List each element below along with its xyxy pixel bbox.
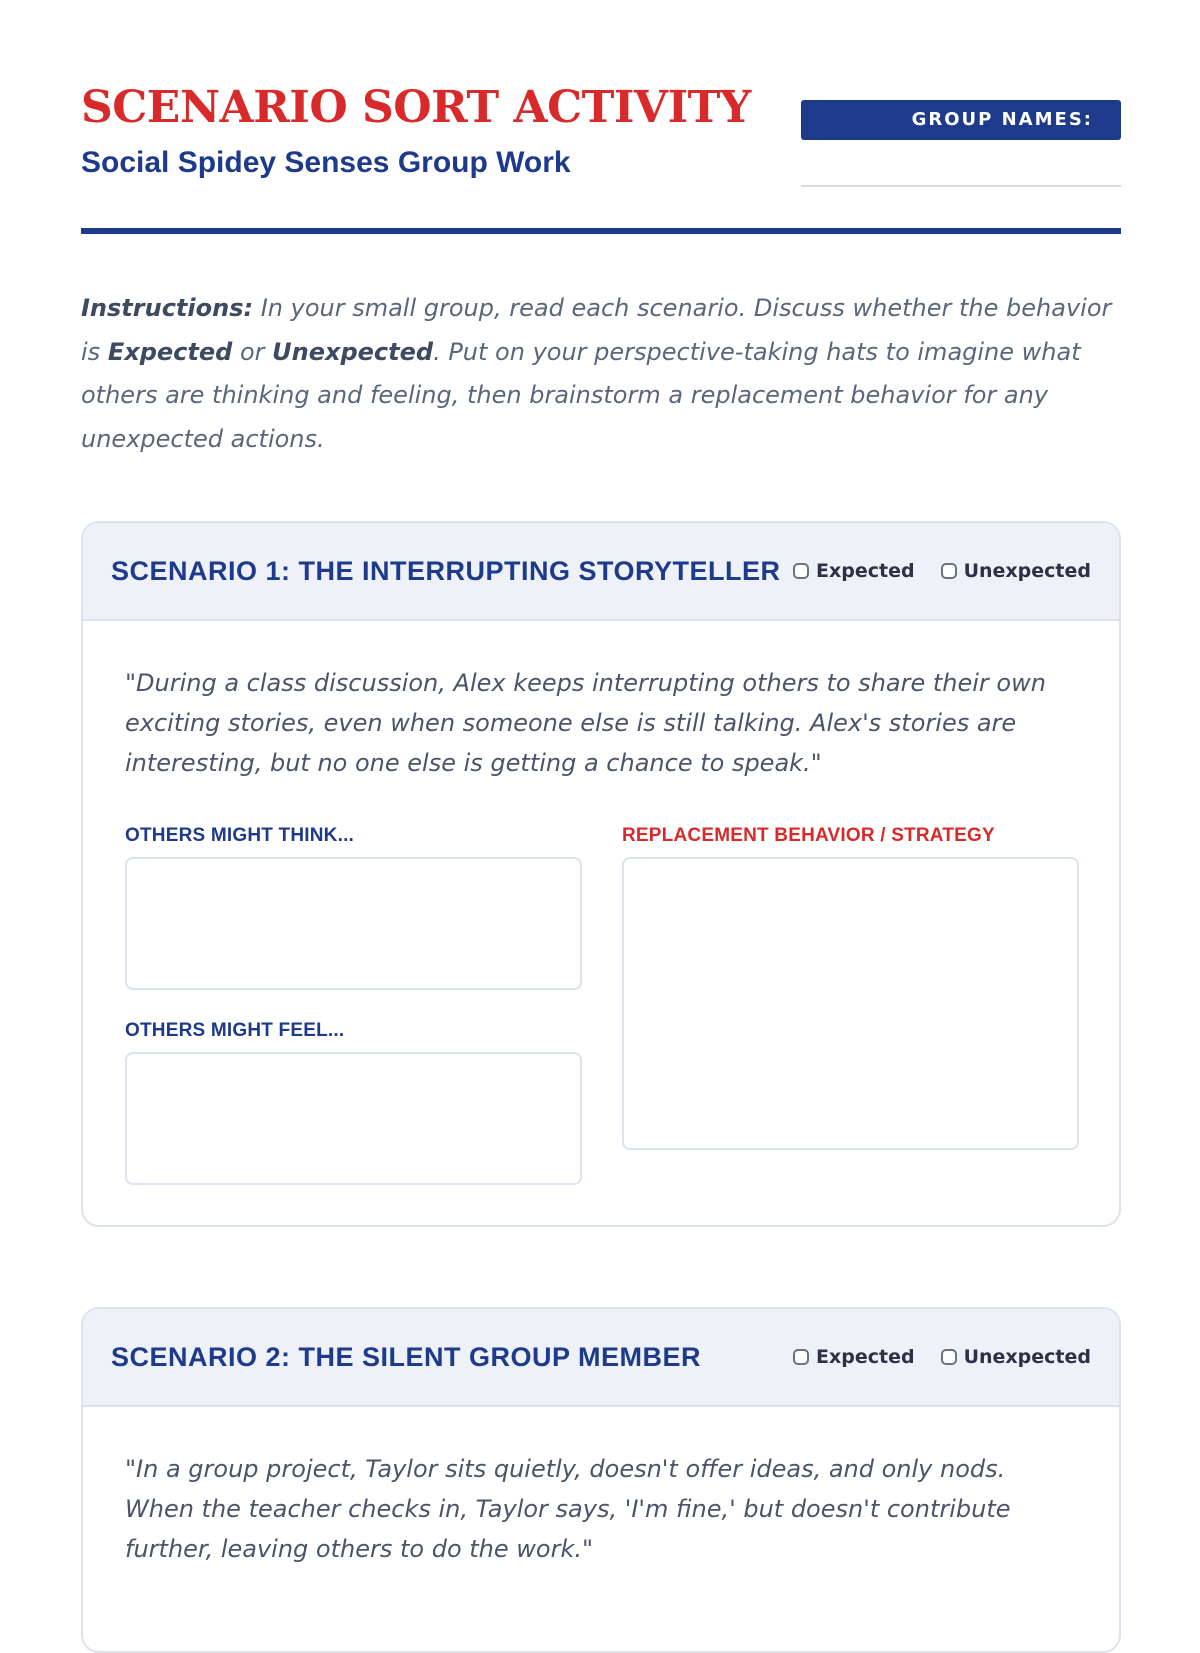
instructions-part1: In your small group, read each scenario. Discuss whether the behavior is: [81, 294, 1112, 366]
scenario-title: SCENARIO 1: THE INTERRUPTING STORYTELLER: [111, 555, 781, 586]
expected-label: Expected: [816, 1346, 915, 1368]
scenario-card-1: [81, 521, 1121, 1227]
response-fields: [125, 825, 1079, 1185]
scenario-title: SCENARIO 2: THE SILENT GROUP MEMBER: [111, 1341, 702, 1372]
expected-label: Expected: [816, 560, 915, 582]
scenario-card-2: [81, 1307, 1121, 1653]
scenario-card-body: [83, 1407, 1119, 1651]
instructions-or: or: [232, 337, 273, 366]
others-think-box[interactable]: [125, 857, 582, 990]
scenario-card-body: [83, 621, 1119, 1225]
scenario-card-header: [83, 523, 1119, 621]
worksheet-page: [81, 0, 1121, 1653]
scenario-quote: "In a group project, Taylor sits quietly, doesn't offer ideas, and only nods. When the teacher checks in, Taylor says, 'I'm fine,' but doesn't contribute further, leaving others to do the work.": [125, 1455, 1011, 1563]
classification-choices: [793, 1346, 1091, 1368]
instructions-text: [81, 287, 1121, 461]
classification-choices: [793, 560, 1091, 582]
unexpected-checkbox[interactable]: [941, 563, 957, 579]
unexpected-option[interactable]: [941, 560, 1091, 582]
replacement-behavior-box[interactable]: [622, 857, 1079, 1150]
group-names-label: GROUP NAMES:: [801, 100, 1121, 140]
unexpected-checkbox[interactable]: [941, 1349, 957, 1365]
scenario-card-header: [83, 1309, 1119, 1407]
replacement-behavior-label: REPLACEMENT BEHAVIOR / STRATEGY: [622, 825, 995, 846]
scenario-quote: "During a class discussion, Alex keeps interrupting others to share their own exciting stories, even when someone else is still talking. Alex's stories are interesting, but no one else is getting a chance to speak.": [125, 669, 1046, 777]
group-names-input-line[interactable]: [801, 185, 1121, 187]
expected-checkbox[interactable]: [793, 1349, 809, 1365]
worksheet-header: [81, 0, 1121, 235]
group-names-block: [801, 100, 1121, 187]
unexpected-option[interactable]: [941, 1346, 1091, 1368]
right-column: [622, 825, 1079, 1185]
instructions-unexpected: Unexpected: [272, 337, 434, 366]
expected-checkbox[interactable]: [793, 563, 809, 579]
expected-option[interactable]: [793, 560, 915, 582]
unexpected-label: Unexpected: [963, 1346, 1091, 1368]
page-subtitle: Social Spidey Senses Group Work: [81, 146, 571, 179]
left-column: [125, 825, 582, 1185]
page-title: SCENARIO SORT ACTIVITY: [81, 82, 751, 133]
others-feel-label: OTHERS MIGHT FEEL...: [125, 1020, 345, 1041]
instructions-part2: . Put on your perspective-taking hats to imagine what others are thinking and feeling, then brainstorm a replacement behavior for any unexpected actions.: [81, 337, 1081, 453]
instructions-lead: Instructions:: [81, 294, 254, 322]
header-divider: [81, 228, 1121, 234]
unexpected-label: Unexpected: [963, 560, 1091, 582]
others-feel-box[interactable]: [125, 1052, 582, 1185]
others-think-label: OTHERS MIGHT THINK...: [125, 825, 355, 846]
expected-option[interactable]: [793, 1346, 915, 1368]
instructions-expected: Expected: [107, 337, 233, 366]
